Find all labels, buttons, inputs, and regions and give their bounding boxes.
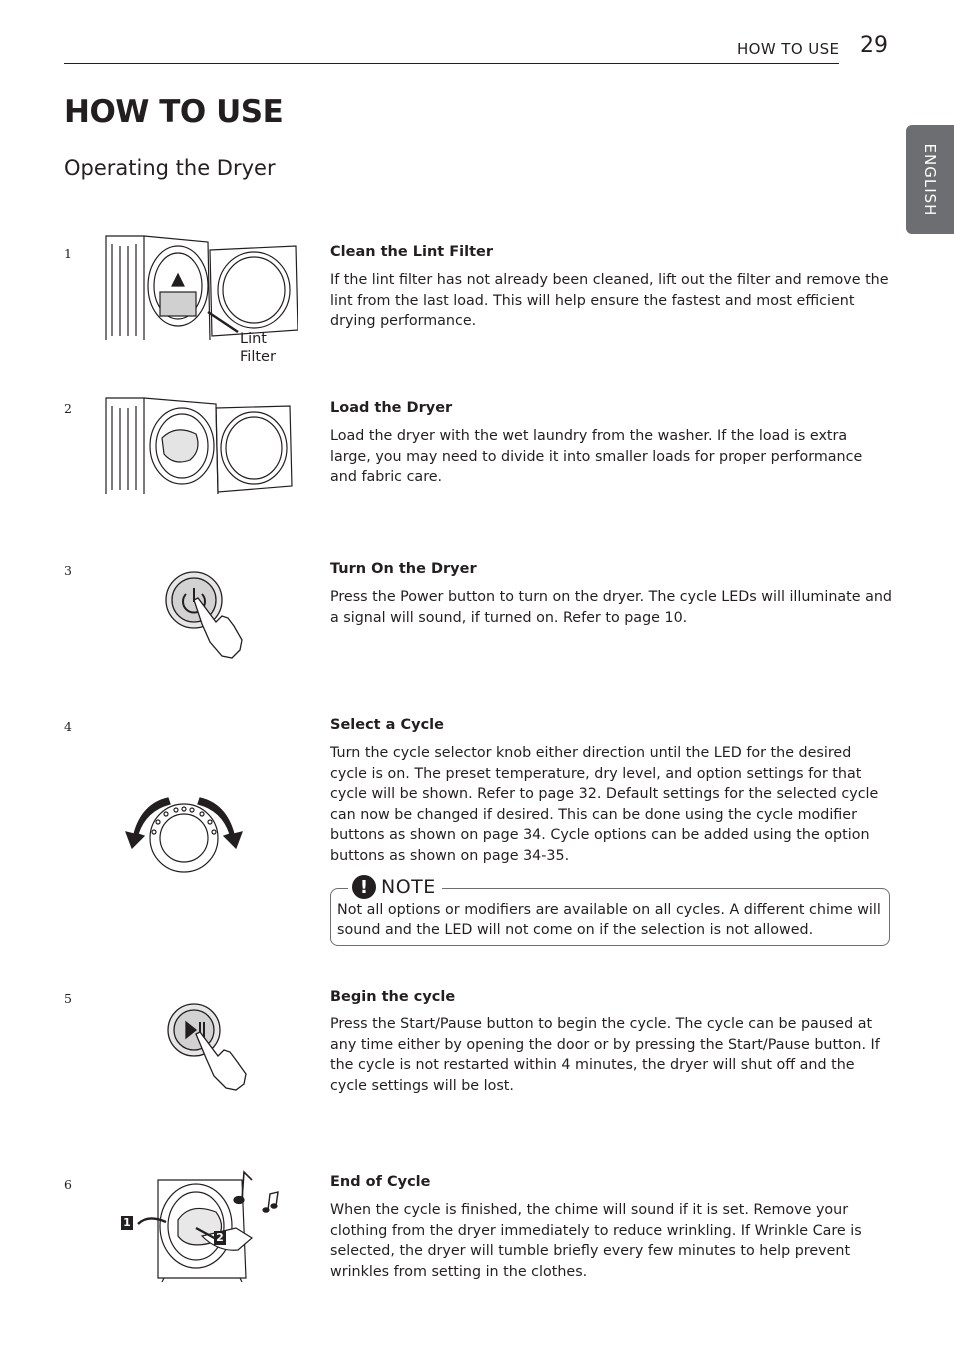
dryer-unload-chime-icon xyxy=(118,1166,290,1282)
language-tab xyxy=(906,125,954,234)
step-badge-2: 2 xyxy=(214,1231,226,1245)
step-body: Turn the cycle selector knob either direction until the LED for the desired cycle is on. The preset temperature, dry level, and option settings for that cycle will be shown. Refer to page 32. Default settings for the selected cycle can now be changed if desired. This can be done using the cycle modifier buttons as shown on page 34. Cycle options can be added using the option buttons as shown on page 34-35. xyxy=(330,745,879,864)
step-number: 5 xyxy=(64,991,72,1006)
step-body: When the cycle is finished, the chime will sound if it is set. Remove your clothing from the dryer immediately to reduce wrinkling. If Wrinkle Care is selected, the dryer will tumble briefly every few minutes to help prevent wrinkles from setting in the clothes. xyxy=(330,1202,862,1280)
section-subtitle: Operating the Dryer xyxy=(64,156,276,180)
exclamation-icon: ! xyxy=(352,875,376,899)
step-title: Load the Dryer xyxy=(330,400,453,416)
step-body: Press the Start/Pause button to begin the cycle. The cycle can be paused at any time either by opening the door or by pressing the Start/Pause button. If the cycle is not restarted within 4 minutes, the dryer will shut off and the cycle settings will be lost. xyxy=(330,1016,880,1094)
step-title: Begin the cycle xyxy=(330,989,456,1005)
step-number: 6 xyxy=(64,1177,72,1192)
step-number: 3 xyxy=(64,563,72,578)
page-title: HOW TO USE xyxy=(64,94,284,130)
page-number: 29 xyxy=(860,33,888,58)
note-header xyxy=(348,874,442,900)
step-title: End of Cycle xyxy=(330,1174,431,1190)
step-number: 1 xyxy=(64,246,72,261)
cycle-selector-knob-icon xyxy=(120,786,248,882)
step-title: Turn On the Dryer xyxy=(330,561,477,577)
running-header-section: HOW TO USE xyxy=(737,40,840,58)
lint-label-line-1: Lint xyxy=(240,331,267,347)
power-button-press-icon xyxy=(160,566,250,662)
step-body: Load the dryer with the wet laundry from the washer. If the load is extra large, you may need to divide it into smaller loads for proper performance and fabric care. xyxy=(330,428,863,485)
note-text: Not all options or modifiers are available on all cycles. A different chime will sound and the LED will not come on if the selection is not allowed. xyxy=(337,902,881,938)
header-rule xyxy=(64,63,839,64)
lint-filter-label xyxy=(240,330,276,366)
dryer-open-lint-filter-icon xyxy=(98,232,298,344)
step-title: Clean the Lint Filter xyxy=(330,244,494,260)
step-title: Select a Cycle xyxy=(330,717,444,733)
dryer-loading-icon xyxy=(98,394,298,498)
start-pause-button-press-icon xyxy=(162,998,254,1094)
step-number: 2 xyxy=(64,401,72,416)
lint-label-line-2: Filter xyxy=(240,349,276,365)
step-number: 4 xyxy=(64,719,72,734)
step-body: Press the Power button to turn on the dryer. The cycle LEDs will illuminate and a signal will sound, if turned on. Refer to page 10. xyxy=(330,589,892,626)
step-body: If the lint filter has not already been cleaned, lift out the filter and remove the lint from the last load. This will help ensure the fastest and most efficient drying performance. xyxy=(330,272,889,329)
step-badge-1: 1 xyxy=(121,1216,133,1230)
language-tab-label: ENGLISH xyxy=(921,143,939,216)
note-label: NOTE xyxy=(381,876,436,898)
